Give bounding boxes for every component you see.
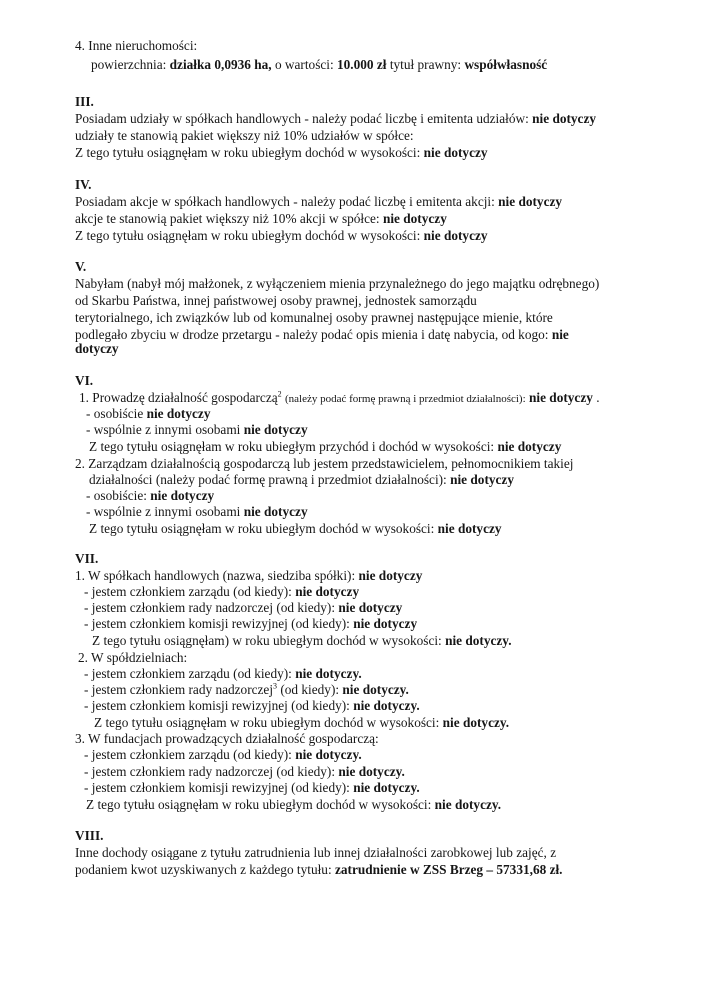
s8-line-1: Inne dochody osiągane z tytułu zatrudnienia lub innej działalności zarobkowej lub zajęć, z (75, 845, 557, 860)
s5-line-5: dotyczy (75, 341, 119, 356)
s6-p2-line-4: - wspólnie z innymi osobami nie dotyczy (86, 504, 308, 519)
s5-line-1: Nabyłam (nabył mój małżonek, z wyłączeniem mienia przynależnego do jego majątku odrębnego) (75, 276, 600, 291)
heading-vi: VI. (75, 373, 94, 388)
s6-p1-line-3: - wspólnie z innymi osobami nie dotyczy (86, 422, 308, 437)
s6-p1-line-1: 1. Prowadzę działalność gospodarczą$^2$ (należy podać formę prawną i przedmiot działalności): nie dotyczy . (79, 389, 600, 405)
s4b-line-3: Z tego tytułu osiągnęłam w roku ubiegłym dochód w wysokości: nie dotyczy (75, 228, 488, 243)
s3-line-3: Z tego tytułu osiągnęłam w roku ubiegłym dochód w wysokości: nie dotyczy (75, 145, 488, 160)
s7-p3-line-1: 3. W fundacjach prowadzących działalność gospodarczą: (75, 731, 379, 746)
s7-p2-line-3: - jestem członkiem rady nadzorczej$^3$ (od kiedy): nie dotyczy. (84, 681, 409, 697)
s4b-line-1: Posiadam akcje w spółkach handlowych - należy podać liczbę i emitenta akcji: nie dotyczy (75, 194, 563, 209)
s5-line-4: podlegało zbyciu w drodze przetargu - należy podać opis mienia i datę nabycia, od kogo: nie (75, 327, 569, 342)
s7-p3-line-5: Z tego tytułu osiągnęłam w roku ubiegłym dochód w wysokości: nie dotyczy. (86, 797, 502, 812)
s6-p2-line-5: Z tego tytułu osiągnęłam w roku ubiegłym dochód w wysokości: nie dotyczy (89, 521, 502, 536)
s4-area-line: powierzchnia: działka 0,0936 ha, o wartości: 10.000 zł tytuł prawny: współwłasność (91, 57, 548, 72)
s6-p1-line-4: Z tego tytułu osiągnęłam w roku ubiegłym przychód i dochód w wysokości: nie dotyczy (89, 439, 562, 454)
s5-line-3: terytorialnego, ich związków lub od komunalnej osoby prawnej następujące mienie, które (75, 310, 553, 325)
s7-p1-line-2: - jestem członkiem zarządu (od kiedy): nie dotyczy (84, 584, 360, 599)
s8-line-2: podaniem kwot uzyskiwanych z każdego tytułu: zatrudnienie w ZSS Brzeg – 57331,68 zł. (75, 862, 563, 877)
s5-line-2: od Skarbu Państwa, innej państwowej osoby prawnej, jednostek samorządu (75, 293, 477, 308)
heading-iii: III. (75, 94, 94, 109)
s6-p2-line-3: - osobiście: nie dotyczy (86, 488, 215, 503)
s7-p2-line-5: Z tego tytułu osiągnęłam w roku ubiegłym dochód w wysokości: nie dotyczy. (94, 715, 510, 730)
s7-p3-line-2: - jestem członkiem zarządu (od kiedy): nie dotyczy. (84, 747, 362, 762)
s3-line-2: udziały te stanowią pakiet większy niż 10% udziałów w spółce: (75, 128, 414, 143)
s7-p3-line-3: - jestem członkiem rady nadzorczej (od kiedy): nie dotyczy. (84, 764, 405, 779)
s7-p3-line-4: - jestem członkiem komisji rewizyjnej (od kiedy): nie dotyczy. (84, 780, 420, 795)
s7-p2-line-1: 2. W spółdzielniach: (78, 650, 188, 665)
s6-p1-line-2: - osobiście nie dotyczy (86, 406, 211, 421)
s4-title: 4. Inne nieruchomości: (75, 38, 198, 53)
s6-p2-line-1: 2. Zarządzam działalnością gospodarczą lub jestem przedstawicielem, pełnomocnikiem takiej (75, 456, 574, 471)
s7-p1-line-4: - jestem członkiem komisji rewizyjnej (od kiedy): nie dotyczy (84, 616, 418, 631)
s7-p1-line-1: 1. W spółkach handlowych (nazwa, siedziba spółki): nie dotyczy (75, 568, 423, 583)
s7-p2-line-2: - jestem członkiem zarządu (od kiedy): nie dotyczy. (84, 666, 362, 681)
heading-v: V. (75, 259, 87, 274)
s4b-line-2: akcje te stanowią pakiet większy niż 10% akcji w spółce: nie dotyczy (75, 211, 447, 226)
s3-line-1: Posiadam udziały w spółkach handlowych - należy podać liczbę i emitenta udziałów: nie dotyczy (75, 111, 597, 126)
s7-p1-line-5: Z tego tytułu osiągnęłam) w roku ubiegłym dochód w wysokości: nie dotyczy. (92, 633, 512, 648)
heading-viii: VIII. (75, 828, 104, 843)
s7-p1-line-3: - jestem członkiem rady nadzorczej (od kiedy): nie dotyczy (84, 600, 403, 615)
heading-vii: VII. (75, 551, 99, 566)
heading-iv: IV. (75, 177, 92, 192)
s6-p2-line-2: działalności (należy podać formę prawną i przedmiot działalności): nie dotyczy (89, 472, 514, 487)
s7-p2-line-4: - jestem członkiem komisji rewizyjnej (od kiedy): nie dotyczy. (84, 698, 420, 713)
